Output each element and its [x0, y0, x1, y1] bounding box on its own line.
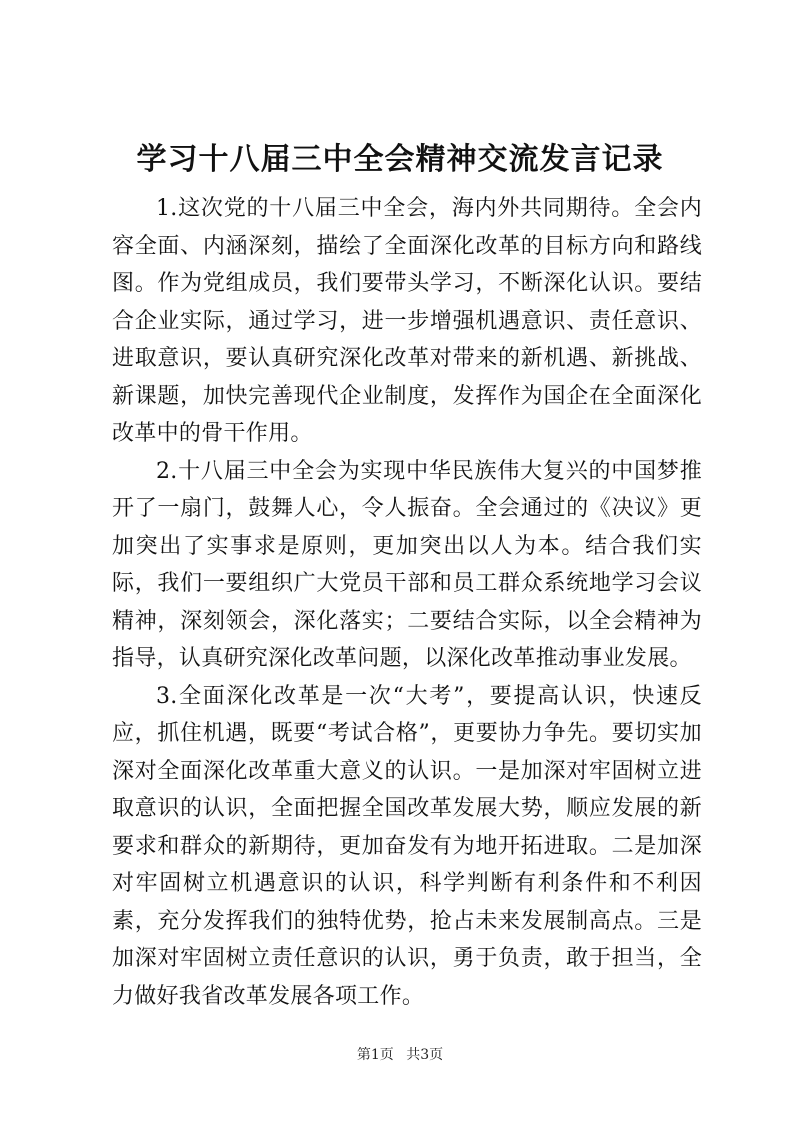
document-body	[112, 190, 702, 1015]
paragraph-3: 3.全面深化改革是一次“大考”，要提高认识，快速反应，抓住机遇，既要“考试合格”，更要协力争先。要切实加深对全面深化改革重大意义的认识。一是加深对牢固树立进取意识的认识，全面把握全国改革发展大势，顺应发展的新要求和群众的新期待，更加奋发有为地开拓进取。二是加深对牢固树立机遇意识的认识，科学判断有利条件和不利因素，充分发挥我们的独特优势，抢占未来发展制高点。三是加深对牢固树立责任意识的认识，勇于负责，敢于担当，全力做好我省改革发展各项工作。	[112, 683, 702, 1009]
paragraph-1: 1.这次党的十八届三中全会，海内外共同期待。全会内容全面、内涵深刻，描绘了全面深化改革的目标方向和路线图。作为党组成员，我们要带头学习，不断深化认识。要结合企业实际，通过学习，进一步增强机遇意识、责任意识、进取意识，要认真研究深化改革对带来的新机遇、新挑战、新课题，加快完善现代企业制度，发挥作为国企在全面深化改革中的骨干作用。	[112, 196, 702, 446]
page-footer	[0, 1045, 800, 1065]
page-number: 第1页	[356, 1047, 394, 1063]
document-title: 学习十八届三中全会精神交流发言记录	[136, 142, 664, 177]
paragraph-2: 2.十八届三中全会为实现中华民族伟大复兴的中国梦推开了一扇门，鼓舞人心，令人振奋。全会通过的《决议》更加突出了实事求是原则，更加突出以人为本。结合我们实际，我们一要组织广大党员干部和员工群众系统地学习会议精神，深刻领会，深化落实；二要结合实际，以全会精神为指导，认真研究深化改革问题，以深化改革推动事业发展。	[112, 458, 702, 671]
page-total: 共3页	[406, 1047, 444, 1063]
